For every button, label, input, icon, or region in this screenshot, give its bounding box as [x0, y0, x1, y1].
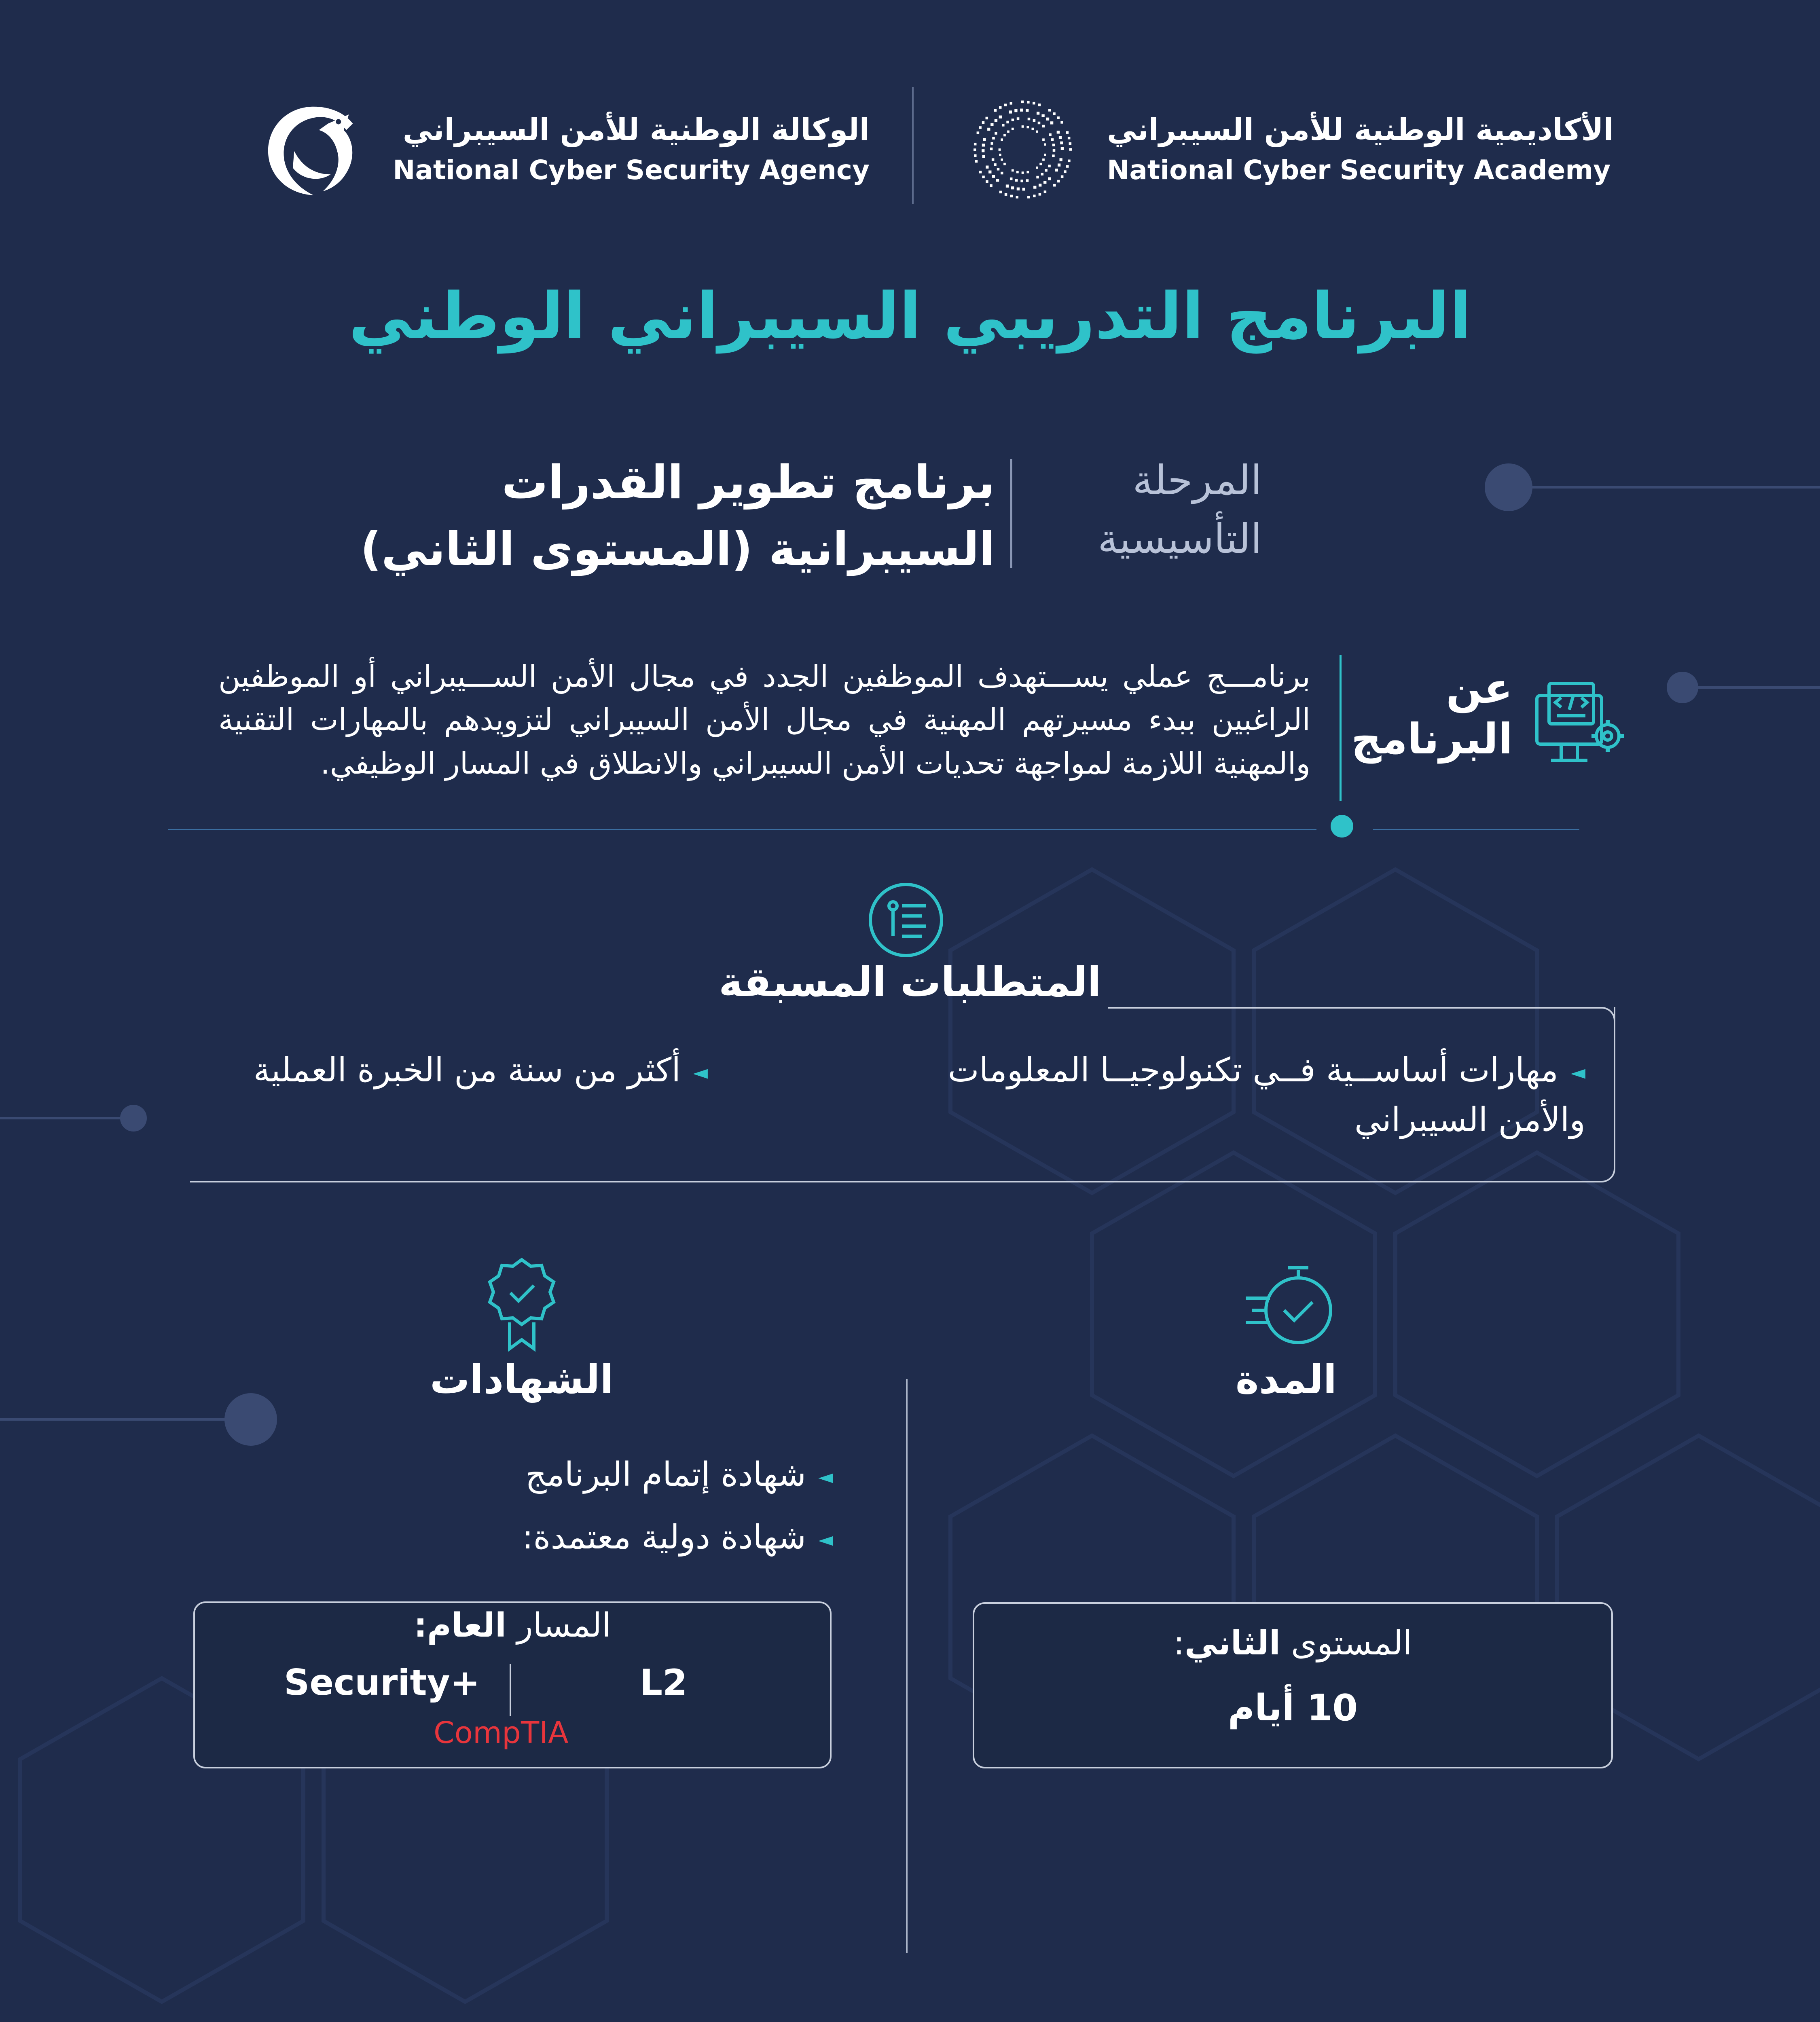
logo-dot — [1059, 136, 1062, 139]
eagle-logo-icon — [263, 71, 364, 228]
logo-dot — [990, 123, 993, 126]
duration-level — [974, 1624, 1611, 1662]
logo-dot — [1037, 112, 1039, 114]
agency-branding — [263, 73, 870, 226]
logo-dot — [1042, 125, 1045, 128]
logo-dot — [1060, 121, 1063, 124]
logo-dot — [974, 154, 977, 157]
duration-card — [973, 1602, 1613, 1768]
logo-dot — [1027, 101, 1030, 104]
logo-dot — [1001, 138, 1003, 141]
logo-dot — [1016, 196, 1019, 199]
logo-dot — [974, 143, 977, 146]
logo-dot — [1033, 102, 1035, 105]
logo-dot — [997, 168, 1000, 171]
logo-dot — [999, 191, 1002, 194]
logo-dot — [982, 149, 984, 152]
logo-dot — [1068, 160, 1071, 163]
logo-dot — [1036, 176, 1039, 179]
duration-title: المدة — [1235, 1357, 1337, 1403]
logo-dot — [1053, 112, 1056, 115]
certificate-item-text: شهادة دولية معتمدة: — [522, 1518, 806, 1557]
section-rule-dot — [1331, 815, 1353, 838]
logo-dot — [1015, 179, 1018, 182]
logo-dot — [1043, 181, 1046, 184]
logo-dot — [992, 158, 995, 161]
bullet-arrow-icon: ◄ — [1570, 1061, 1585, 1084]
badge-check-icon — [481, 1256, 562, 1353]
logo-dot — [1020, 180, 1023, 182]
logo-dot — [1046, 118, 1049, 121]
logo-dot — [1026, 126, 1029, 129]
logo-dot — [1003, 163, 1006, 165]
logo-dot — [1057, 180, 1060, 183]
logo-dot — [1064, 170, 1067, 173]
logo-dot — [986, 180, 988, 183]
logo-dot — [1007, 131, 1009, 133]
logo-dot — [982, 155, 985, 158]
certificate-item — [404, 1512, 833, 1562]
prerequisite-item-text: مهارات أساســية فــي تكنولوجيــا المعلومات والأمن السيبراني — [948, 1051, 1585, 1139]
logo-dot — [1031, 128, 1034, 130]
logo-dot — [1048, 165, 1051, 167]
logo-dot — [1011, 186, 1014, 189]
logo-dot — [1050, 121, 1053, 124]
logo-dot — [1027, 196, 1030, 199]
stage-divider — [1010, 459, 1012, 568]
track-label — [195, 1606, 830, 1645]
logo-dot — [1014, 109, 1017, 112]
logo-dot — [983, 138, 986, 141]
logo-dot — [986, 165, 988, 168]
logo-dot — [1038, 122, 1041, 125]
about-title-line2: البرنامج — [1351, 714, 1513, 764]
logo-dot — [1010, 195, 1013, 198]
logo-dot — [1044, 154, 1046, 156]
logo-dot — [988, 171, 991, 173]
logo-dot — [1020, 109, 1023, 112]
logo-dot — [1057, 131, 1060, 133]
agency-name-ar: الوكالة الوطنية للأمن السيبراني — [402, 112, 870, 147]
agency-name-en: National Cyber Security Agency — [393, 154, 870, 186]
logo-dot — [982, 144, 985, 146]
logo-dot — [1003, 134, 1006, 137]
logo-dot — [992, 137, 995, 140]
radial-dots-logo-icon — [967, 81, 1079, 218]
logo-dot — [1009, 110, 1012, 113]
logo-dot — [990, 184, 993, 187]
logo-dot — [1026, 109, 1029, 112]
logo-dot — [1051, 138, 1054, 141]
logo-dot — [1055, 169, 1058, 171]
logo-dot — [1045, 169, 1048, 172]
header-divider — [912, 87, 914, 204]
logo-dot — [1049, 133, 1052, 136]
logo-dot — [1042, 138, 1045, 141]
logo-dot — [977, 131, 980, 134]
track-value-text: العام: — [414, 1606, 506, 1645]
academy-branding — [967, 73, 1614, 226]
prerequisite-item — [857, 1045, 1585, 1145]
logo-dot — [1026, 179, 1029, 182]
logo-dot — [1033, 186, 1036, 188]
logo-dot — [990, 148, 993, 150]
stage-line2: التأسيسية — [1098, 515, 1262, 563]
logo-dot — [1052, 154, 1055, 157]
logo-dot — [1005, 193, 1007, 196]
section-rule-left — [168, 829, 1316, 830]
about-divider — [1340, 655, 1342, 801]
bullet-arrow-icon: ◄ — [693, 1061, 708, 1084]
logo-dot — [1022, 188, 1025, 190]
logo-dot — [1006, 184, 1009, 187]
prerequisites-title: المتطلبات المسبقة — [719, 958, 1101, 1006]
logo-dot — [1002, 124, 1005, 127]
about-title — [1351, 663, 1513, 764]
logo-dot — [1060, 142, 1063, 144]
logo-dot — [1022, 125, 1024, 128]
logo-dot — [1069, 142, 1072, 145]
logo-dot — [1044, 143, 1046, 146]
logo-dot — [1010, 178, 1013, 180]
logo-dot — [1053, 149, 1056, 152]
stopwatch-check-icon — [1242, 1262, 1339, 1351]
logo-dot — [975, 160, 978, 163]
logo-dot — [982, 121, 985, 124]
section-rule-right — [1373, 829, 1579, 830]
logo-dot — [1010, 102, 1013, 105]
logo-dot — [1039, 184, 1041, 186]
logo-dot — [973, 148, 976, 151]
logo-dot — [1061, 147, 1064, 150]
academy-name-ar: الأكاديمية الوطنية للأمن السيبراني — [1107, 112, 1614, 147]
logo-dot — [1026, 171, 1029, 173]
logo-dot — [1012, 118, 1014, 121]
logo-dot — [1012, 128, 1014, 130]
logo-dot — [999, 106, 1002, 109]
logo-dot — [1001, 172, 1003, 175]
logo-dot — [1066, 165, 1069, 168]
logo-dot — [994, 109, 997, 112]
main-title: البرنامج التدريبي السيبراني الوطني — [348, 279, 1472, 353]
level-colon: : — [1173, 1624, 1185, 1662]
logo-dot — [1044, 190, 1047, 193]
duration-days: 10 أيام — [1228, 1687, 1358, 1729]
comptia-logo: CompTIA — [434, 1715, 569, 1750]
logo-dot — [999, 116, 1002, 118]
logo-dot — [1004, 104, 1007, 106]
cert-divider — [510, 1664, 511, 1716]
logo-dot — [987, 128, 990, 131]
logo-dot — [986, 117, 988, 120]
cert-name: Security+ — [284, 1662, 480, 1703]
logo-dot — [1016, 171, 1019, 173]
track-label-text: المسار — [517, 1606, 611, 1645]
logo-dot — [1033, 195, 1036, 197]
logo-dot — [1022, 171, 1024, 174]
academy-name-en: National Cyber Security Academy — [1107, 154, 1611, 186]
logo-dot — [1028, 118, 1031, 121]
stage-label — [1035, 451, 1262, 568]
level-value-text: الثاني — [1185, 1624, 1280, 1662]
about-text: برنامـــج عملي يســـتهدف الموظفين الجدد في مجال الأمن الســـيبراني أو الموظفين الراغبين ببدء مسيرتهم المهنية في مجال الأمن السيبراني لتزويدهم بالمهارات التقنية والمهنية اللازمة لمواجهة تحديات الأمن السيبراني والانطلاق في المسار الوظيفي. — [218, 659, 1310, 781]
bullet-arrow-icon: ◄ — [818, 1465, 833, 1488]
logo-dot — [1061, 175, 1064, 178]
logo-dot — [1058, 163, 1060, 166]
program-name — [360, 449, 995, 583]
checklist-icon — [866, 880, 946, 960]
logo-dot — [1012, 169, 1014, 172]
logo-dot — [1036, 167, 1038, 169]
stage-line1: المرحلة — [1132, 457, 1262, 504]
logo-dot — [996, 179, 999, 182]
monitor-code-gear-icon — [1533, 679, 1630, 768]
logo-dot — [1038, 104, 1041, 106]
logo-dot — [1052, 144, 1055, 146]
prerequisite-item-text: أكثر من سنة من الخبرة العملية — [253, 1051, 681, 1089]
logo-dot — [1001, 159, 1003, 161]
logo-dot — [995, 119, 997, 122]
prerequisite-item — [202, 1045, 708, 1095]
logo-dot — [1017, 117, 1020, 120]
logo-dot — [995, 132, 997, 135]
logo-dot — [990, 142, 993, 145]
center-divider — [906, 1379, 908, 1953]
logo-dot — [1066, 131, 1069, 134]
logo-dot — [1041, 173, 1044, 176]
logo-dot — [979, 171, 982, 173]
logo-dot — [1068, 137, 1071, 140]
logo-dot — [979, 126, 982, 129]
logo-dot — [1006, 121, 1009, 124]
cert-level: L2 — [640, 1662, 688, 1703]
certificate-track-card — [193, 1601, 832, 1768]
certificate-item — [404, 1450, 833, 1500]
logo-dot — [1041, 114, 1044, 117]
logo-dot — [1048, 109, 1051, 112]
program-line1: برنامج تطوير القدرات — [502, 455, 995, 509]
logo-dot — [999, 148, 1001, 151]
certificates-title: الشهادات — [430, 1357, 614, 1403]
logo-dot — [1036, 131, 1038, 133]
logo-dot — [982, 176, 985, 178]
program-line2: السيبرانية (المستوى الثاني) — [360, 522, 995, 576]
logo-dot — [1039, 163, 1042, 165]
certificate-item-text: شهادة إتمام البرنامج — [525, 1455, 806, 1494]
about-title-line1: عن — [1446, 664, 1513, 713]
logo-dot — [994, 163, 997, 166]
logo-dot — [1057, 116, 1060, 119]
logo-dot — [1042, 159, 1045, 161]
logo-dot — [1048, 177, 1051, 180]
logo-dot — [992, 175, 995, 178]
logo-dot — [1033, 119, 1036, 122]
logo-dot — [1060, 158, 1062, 161]
bullet-arrow-icon: ◄ — [818, 1528, 833, 1551]
logo-dot — [1021, 101, 1024, 104]
logo-dot — [999, 154, 1001, 156]
logo-dot — [1069, 148, 1072, 151]
level-label-text: المستوى — [1291, 1624, 1412, 1662]
logo-dot — [1053, 184, 1056, 187]
logo-dot — [1039, 193, 1041, 196]
logo-dot — [1017, 187, 1020, 190]
